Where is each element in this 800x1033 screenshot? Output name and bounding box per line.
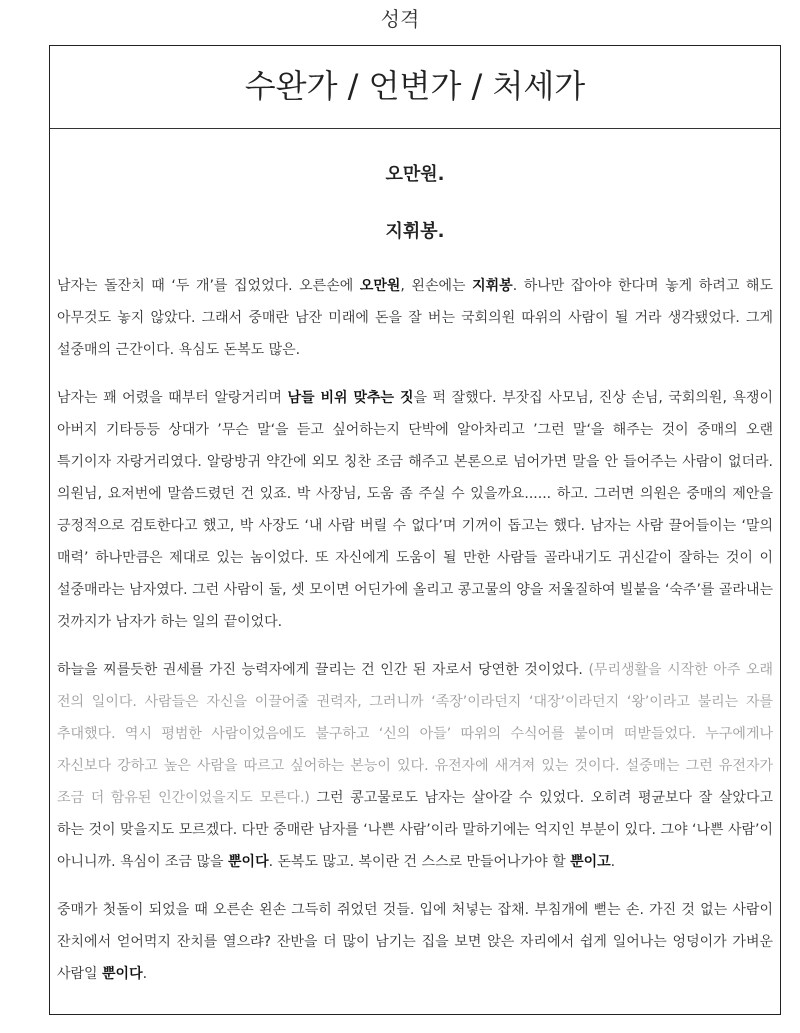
- bold-emphasis: 지휘봉: [472, 278, 513, 294]
- muted-aside: (무리생활을 시작한 아주 오래 전의 일이다. 사람들은 자신을 이끌어줄 권력자, 그러니까 ‘족장’이라던지 ‘대장’이라던지 ‘왕’이라고 불리는 자를 추대했다. 역시 평범한 사람이었음에도 불구하고 ‘신의 아들’ 따위의 수식어를 붙이며 떠받들었다. 누구에게나 자신보다 강하고 높은 사람을 따르고 싶어하는 본능이 있다. 유전자에 새겨져 있는 것이다. 설중매는 그런 유전자가 조금 더 함유된 인간이었을지도 모른다.): [57, 662, 773, 806]
- body-paragraph: [57, 270, 773, 366]
- bold-emphasis: 뿐이다: [228, 854, 269, 870]
- section-heading: 성격: [380, 7, 420, 31]
- card-body: [50, 162, 780, 990]
- bold-emphasis: 뿐이다: [102, 966, 143, 982]
- paragraph-text: , 왼손에는: [400, 278, 473, 294]
- body-paragraph: [57, 894, 773, 990]
- trait-title: 수완가 / 언변가 / 처세가: [50, 46, 780, 129]
- paragraph-text: . 하나만 잡아야 한다며 놓게 하려고 해도 아무것도 놓지 않았다. 그래서 중매란 남잔 미래에 돈을 잘 버는 국회의원 따위의 사람이 될 거라 생각됐었다. 그게 설중매의 근간이다. 욕심도 돈복도 많은.: [57, 278, 773, 358]
- trait-card: [49, 45, 781, 1015]
- paragraph-text: .: [142, 966, 148, 982]
- body-paragraph: [57, 382, 773, 638]
- paragraph-text: 그런 콩고물로도 남자는 살아갈 수 있었다. 오히려 평균보다 잘 살았다고 하는 것이 맞을지도 모르겠다. 다만 중매란 남자를 ‘나쁜 사람’이라 말하기에는 억지인 부분이 있다. 그야 ‘나쁜 사람’이 아니니까. 욕심이 조금 많을: [57, 790, 773, 870]
- highlight-line: 지휘봉.: [385, 221, 445, 242]
- body-paragraph: [57, 654, 773, 878]
- bold-emphasis: 오만원: [359, 278, 401, 294]
- paragraph-text: .: [610, 854, 616, 870]
- bold-emphasis: 남들 비위 맞추는 짓: [287, 390, 414, 406]
- paragraph-text: 남자는 꽤 어렸을 때부터 알랑거리며: [57, 390, 288, 406]
- paragraph-text: 남자는 돌잔치 때 ‘두 개’를 집었었다. 오른손에: [57, 278, 360, 294]
- paragraph-text: 중매가 첫돌이 되었을 때 오른손 왼손 그득히 쥐었던 것들. 입에 처넣는 잡채. 부침개에 뻗는 손. 가진 것 없는 사람이 잔치에서 얻어먹지 잔치를 열으랴? 잔반을 더 많이 남기는 집을 보면 앉은 자리에서 쉽게 일어나는 엉덩이가 가벼운 사람일: [57, 902, 773, 982]
- bold-emphasis: 뿐이고: [570, 854, 611, 870]
- paragraph-text: 을 퍽 잘했다. 부잣집 사모님, 진상 손님, 국회의원, 욕쟁이 아버지 기타등등 상대가 ’무슨 말‘을 듣고 싶어하는지 단박에 알아차리고 ’그런 말‘을 해주는 것이 중매의 오랜 특기이자 자랑거리였다. 알랑방귀 약간에 외모 칭찬 조금 해주고 본론으로 넘어가면 말을 안 들어주는 사람이 없더라. 의원님, 요저번에 말씀드렸던 건 있죠. 박 사장님, 도움 좀 주실 수 있을까요...... 하고. 그러면 의원은 중매의 제안을 긍정적으로 검토한다고 했고, 박 사장도 ‘내 사람 버릴 수 없다’며 기꺼이 돕고는 했다. 남자는 사람 끌어들이는 ‘말의 매력’ 하나만큼은 제대로 있는 놈이었다. 또 자신에게 도움이 될 만한 사람들 골라내기도 귀신같이 잘하는 것이 이 설중매라는 남자였다. 그런 사람이 둘, 셋 모이면 어딘가에 올리고 콩고물의 양을 저울질하여 빌붙을 ‘숙주’를 골라내는 것까지가 남자가 하는 일의 끝이었다.: [57, 390, 773, 630]
- paragraph-text: 하늘을 찌를듯한 권세를 가진 능력자에게 끌리는 건 인간 된 자로서 당연한 것이었다.: [57, 662, 589, 678]
- highlight-line: 오만원.: [385, 164, 445, 185]
- paragraph-text: . 돈복도 많고. 복이란 건 스스로 만들어나가야 할: [268, 854, 571, 870]
